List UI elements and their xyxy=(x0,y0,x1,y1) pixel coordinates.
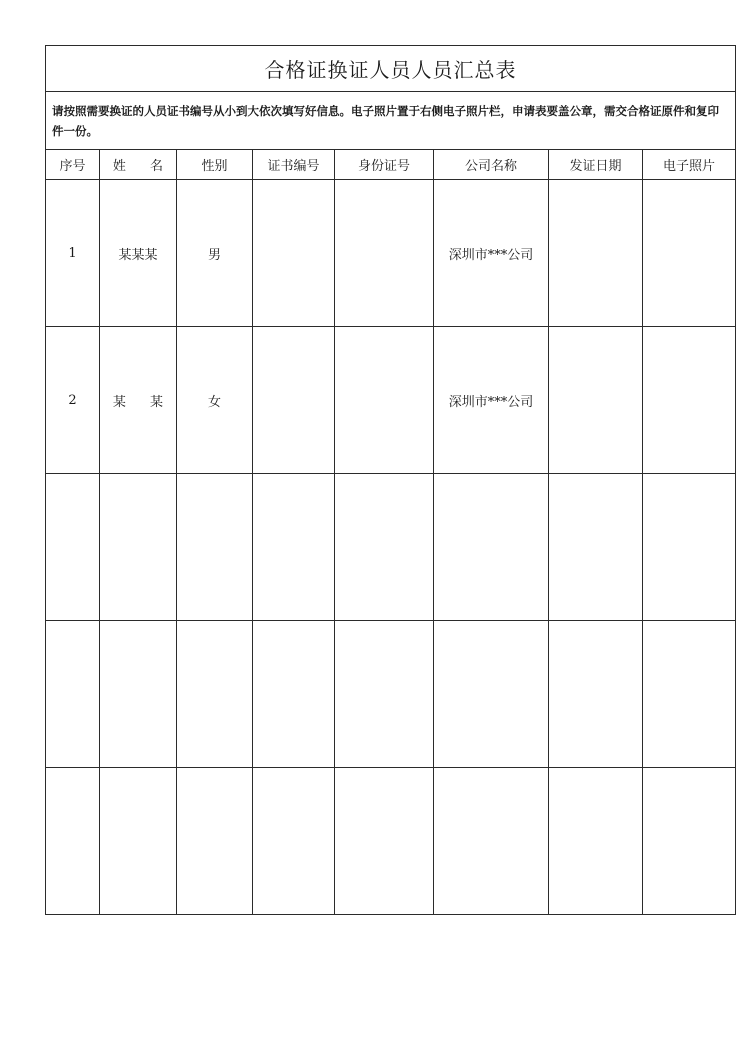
header-issue-date: 发证日期 xyxy=(549,150,643,180)
header-name: 姓 名 xyxy=(100,150,177,180)
cell-name: 某 某 xyxy=(100,327,177,474)
cell-cert-no xyxy=(253,180,335,327)
cell-cert-no xyxy=(253,327,335,474)
header-cert-no: 证书编号 xyxy=(253,150,335,180)
cell-company: 深圳市***公司 xyxy=(434,327,549,474)
cell-seq xyxy=(46,768,100,915)
cell-name xyxy=(100,768,177,915)
cell-photo xyxy=(643,327,736,474)
cell-issue-date xyxy=(549,327,643,474)
header-photo: 电子照片 xyxy=(643,150,736,180)
cell-photo xyxy=(643,768,736,915)
cell-id-no xyxy=(335,474,434,621)
cell-issue-date xyxy=(549,621,643,768)
cell-photo xyxy=(643,621,736,768)
cell-name xyxy=(100,474,177,621)
cell-id-no xyxy=(335,768,434,915)
header-row xyxy=(46,150,736,180)
cell-issue-date xyxy=(549,768,643,915)
header-company: 公司名称 xyxy=(434,150,549,180)
cell-id-no xyxy=(335,621,434,768)
table-row xyxy=(46,327,736,474)
cell-id-no xyxy=(335,327,434,474)
table-row xyxy=(46,768,736,915)
cell-gender: 男 xyxy=(177,180,253,327)
cell-cert-no xyxy=(253,474,335,621)
cell-id-no xyxy=(335,180,434,327)
cell-issue-date xyxy=(549,180,643,327)
instructions-note: 请按照需要换证的人员证书编号从小到大依次填写好信息。电子照片置于右侧电子照片栏，申请表要盖公章，需交合格证原件和复印件一份。 xyxy=(46,92,736,150)
table-row xyxy=(46,474,736,621)
table-row xyxy=(46,621,736,768)
header-id-no: 身份证号 xyxy=(335,150,434,180)
cell-cert-no xyxy=(253,621,335,768)
cell-gender: 女 xyxy=(177,327,253,474)
cell-company: 深圳市***公司 xyxy=(434,180,549,327)
cell-seq: 2 xyxy=(46,327,100,474)
cell-gender xyxy=(177,474,253,621)
cell-cert-no xyxy=(253,768,335,915)
header-gender: 性别 xyxy=(177,150,253,180)
cell-photo xyxy=(643,474,736,621)
document-title: 合格证换证人员人员汇总表 xyxy=(46,46,736,92)
cell-issue-date xyxy=(549,474,643,621)
table-row xyxy=(46,180,736,327)
cell-gender xyxy=(177,768,253,915)
cell-photo xyxy=(643,180,736,327)
cell-name: 某某某 xyxy=(100,180,177,327)
header-seq: 序号 xyxy=(46,150,100,180)
cell-seq: 1 xyxy=(46,180,100,327)
cell-seq xyxy=(46,621,100,768)
summary-table xyxy=(45,45,736,915)
cell-company xyxy=(434,621,549,768)
cell-gender xyxy=(177,621,253,768)
cell-seq xyxy=(46,474,100,621)
cell-company xyxy=(434,474,549,621)
cell-name xyxy=(100,621,177,768)
cell-company xyxy=(434,768,549,915)
